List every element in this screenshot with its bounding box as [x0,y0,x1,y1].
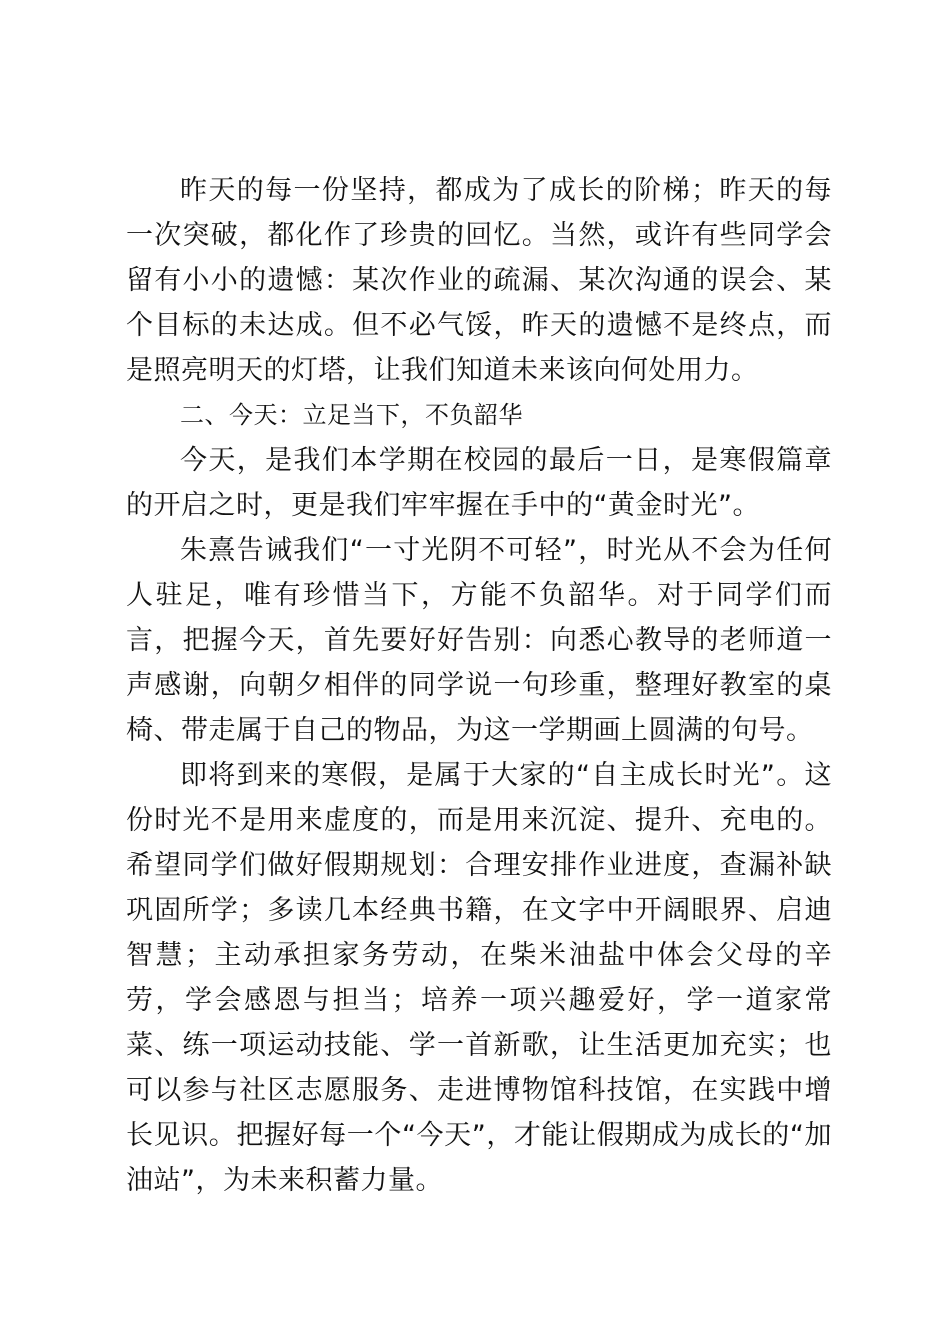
paragraph-yesterday: 昨天的每一份坚持，都成为了成长的阶梯；昨天的每一次突破，都化作了珍贵的回忆。当然，或许有些同学会留有小小的遗憾：某次作业的疏漏、某次沟通的误会、某个目标的未达成。但不必气馁，昨天的遗憾不是终点，而是照亮明天的灯塔，让我们知道未来该向何处用力。 [126,175,832,386]
document-page [126,168,832,1203]
paragraph-today-intro: 今天，是我们本学期在校园的最后一日，是寒假篇章的开启之时，更是我们牢牢握在手中的“黄金时光”。 [126,445,832,521]
paragraph-winter-break: 即将到来的寒假，是属于大家的“自主成长时光”。这份时光不是用来虚度的，而是用来沉淀、提升、充电的。希望同学们做好假期规划：合理安排作业进度，查漏补缺巩固所学；多读几本经典书籍，在文字中开阔眼界、启迪智慧；主动承担家务劳动，在柴米油盐中体会父母的辛劳，学会感恩与担当；培养一项兴趣爱好，学一道家常菜、练一项运动技能、学一首新歌，让生活更加充实；也可以参与社区志愿服务、走进博物馆科技馆，在实践中增长见识。把握好每一个“今天”，才能让假期成为成长的“加油站”，为未来积蓄力量。 [126,760,832,1196]
section-heading-today: 二、今天：立足当下，不负韶华 [180,401,523,429]
paragraph-zhuxi: 朱熹告诫我们“一寸光阴不可轻”，时光从不会为任何人驻足，唯有珍惜当下，方能不负韶华。对于同学们而言，把握今天，首先要好好告别：向悉心教导的老师道一声感谢，向朝夕相伴的同学说一句珍重，整理好教室的桌椅、带走属于自己的物品，为这一学期画上圆满的句号。 [126,535,832,746]
